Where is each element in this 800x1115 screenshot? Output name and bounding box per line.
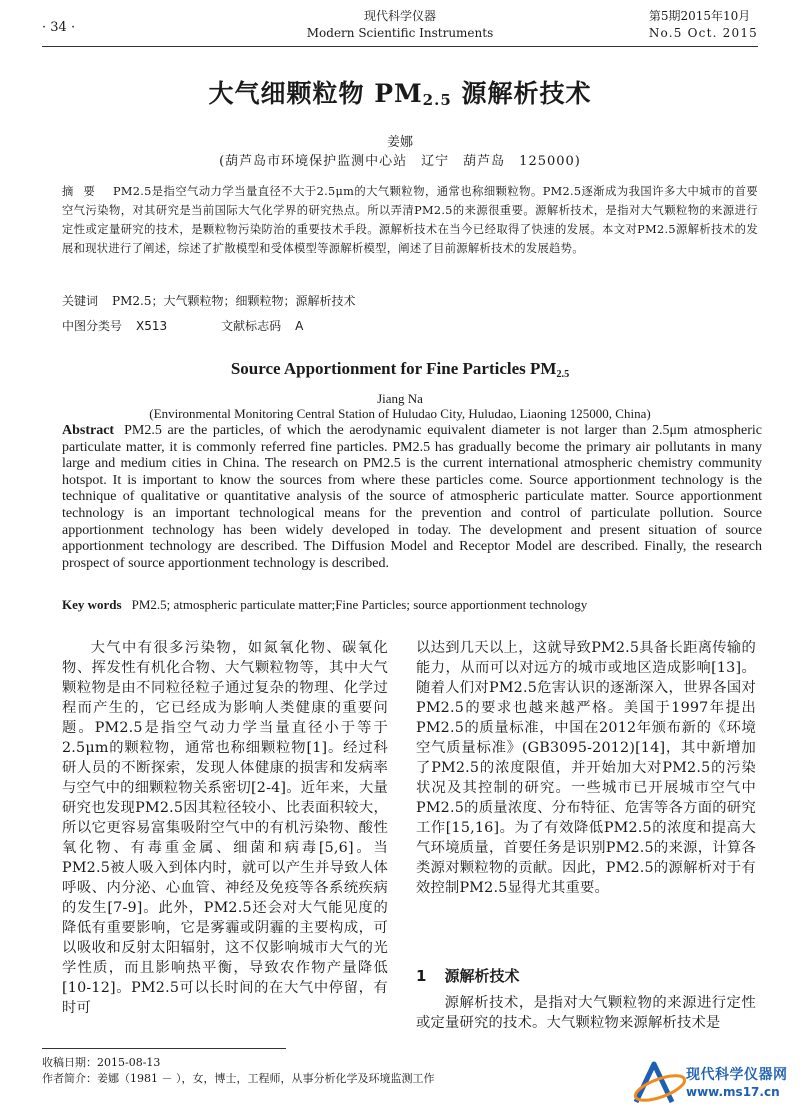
section-title: 源解析技术 xyxy=(444,967,520,985)
section-number: 1 xyxy=(416,967,427,985)
watermark-url: www.ms17.cn xyxy=(686,1085,780,1099)
abstract-en xyxy=(62,423,762,572)
title-en-main: Source Apportionment for Fine Particles PM xyxy=(230,359,557,378)
footnote-received: 收稿日期：2015-08-13 xyxy=(42,1056,161,1069)
body-right-column-2 xyxy=(416,993,756,1033)
abstract-en-text: PM2.5 are the particles, of which the aerodynamic equivalent diameter is not larger than 2.5μm atmospheric particulate matter, it is commonly referred fine particles. PM2.5 has gradually become the primary air pollutants in many large and medium cities in China. The research on PM2.5 is the current international atmospheric chemistry community hotspot. It is important to know the sources from where these particles come. Source apportionment technology is the technique of qualitative or quantitative analysis of the source of atmospheric particulate matter. Source apportionment technology is an important technological means for the prevention and control of particulate pollution. Source apportionment technology has been widely developed in today. The development and present situation of source apportionment technology are described. The Diffusion Model and Receptor Model are described. Finally, the research prospect of source apportionment technology is described. xyxy=(62,423,762,571)
keywords-cn-text: PM2.5；大气颗粒物；细颗粒物；源解析技术 xyxy=(112,294,356,308)
body-right-column xyxy=(416,638,756,898)
classification-value: X513 xyxy=(136,319,168,333)
doc-code-value: A xyxy=(295,319,304,333)
footnote-author-bio: 作者简介：姜娜（1981 － ），女，博士，工程师，从事分析化学及环境监测工作 xyxy=(42,1072,435,1085)
body-left-text: 大气中有很多污染物，如氮氧化物、碳氧化物、挥发性有机化合物、大气颗粒物等，其中大气颗粒物是由不同粒径粒子通过复杂的物理、化学过程而产生的，它已经成为影响人类健康的重要问题。PM2.5是指空气动力学当量直径小于等于2.5μm的颗粒物，通常也称细颗粒物[1]。经过科研人员的不断探索，发现人体健康的损害和发病率与空气中的细颗粒物关系密切[2-4]。近年来，大量研究也发现PM2.5因其粒径较小、比表面积较大，所以它更容易富集吸附空气中的有机污染物、酸性氧化物、有毒重金属、细菌和病毒[5,6]。当PM2.5被人吸入到体内时，就可以产生并导致人体呼吸、内分泌、心血管、神经及免疫等各系统疾病的发生[7-9]。此外，PM2.5还会对大气能见度的降低有重要影响，它是雾霾或阴霾的主要构成，可以吸收和反射太阳辐射，这不仅影响城市大气的光学性质，而且影响热平衡，导致农作物产量降低[10-12]。PM2.5可以长时间的在大气中停留，有时可 xyxy=(62,640,388,1016)
issue-cn: 第5期2015年10月 xyxy=(648,9,751,23)
classification-row xyxy=(62,317,317,334)
doc-code-label: 文献标志码 xyxy=(221,319,282,333)
issue-en: No.5 Oct. 2015 xyxy=(648,26,758,40)
header-divider xyxy=(42,46,758,47)
title-en-subscript: 2.5 xyxy=(556,369,570,380)
title-cn-main: 大气细颗粒物 PM xyxy=(208,79,423,108)
keywords-cn xyxy=(62,292,355,309)
title-cn-subscript: 2.5 xyxy=(422,91,452,109)
abstract-cn-label: 摘要 xyxy=(62,185,105,198)
issue-info xyxy=(649,8,758,42)
page-number: · 34 · xyxy=(42,20,76,35)
keywords-en-label: Key words xyxy=(62,597,122,612)
affiliation-cn: (葫芦岛市环境保护监测中心站 辽宁 葫芦岛 125000) xyxy=(219,154,581,169)
section-heading xyxy=(416,965,519,986)
title-cn xyxy=(0,74,800,110)
author-en: Jiang Na xyxy=(377,391,423,406)
journal-name-en: Modern Scientific Instruments xyxy=(306,26,494,40)
classification-label: 中图分类号 xyxy=(62,319,123,333)
affiliation-en: (Environmental Monitoring Central Station of Huludao City, Huludao, Liaoning 125000, China) xyxy=(149,406,651,421)
body-left-column xyxy=(62,638,388,1018)
keywords-en xyxy=(62,597,587,613)
footnote-divider xyxy=(42,1048,286,1049)
title-cn-tail: 源解析技术 xyxy=(451,79,592,108)
author-cn: 姜娜 xyxy=(386,135,413,150)
abstract-en-label: Abstract xyxy=(62,423,115,438)
keywords-en-text: PM2.5; atmospheric particulate matter;Fine Particles; source apportionment technology xyxy=(131,597,588,612)
body-right-text-2: 源解析技术，是指对大气颗粒物的来源进行定性或定量研究的技术。大气颗粒物来源解析技术是 xyxy=(416,995,756,1031)
title-en xyxy=(0,359,800,379)
journal-name-cn: 现代科学仪器 xyxy=(363,9,436,23)
abstract-cn xyxy=(62,182,758,258)
abstract-cn-text: PM2.5是指空气动力学当量直径不大于2.5μm的大气颗粒物，通常也称细颗粒物。PM2.5逐渐成为我国许多大中城市的首要空气污染物，对其研究是当前国际大气化学界的研究热点。所以弄清PM2.5的来源很重要。源解析技术，是指对大气颗粒物的来源进行定性或定量研究的技术，是颗粒物污染防治的重要技术手段。源解析技术在当今已经取得了快速的发展。本文对PM2.5源解析技术的发展和现状进行了阐述，综述了扩散模型和受体模型等源解析模型，阐述了目前源解析技术的发展趋势。 xyxy=(62,185,758,255)
watermark-name: 现代科学仪器网 xyxy=(686,1067,788,1083)
keywords-cn-label: 关键词 xyxy=(62,294,99,308)
body-right-text: 以达到几天以上，这就导致PM2.5具备长距离传输的能力，从而可以对远方的城市或地区造成影响[13]。随着人们对PM2.5危害认识的逐渐深入，世界各国对PM2.5的要求也越来越严格。美国于1997年提出PM2.5的质量标准，中国在2012年颁布新的《环境空气质量标准》(GB3095-2012)[14]，其中新增加了PM2.5的浓度限值，并开始加大对PM2.5的污染状况及其控制的研究。一些城市已开展城市空气中PM2.5的质量浓度、分布特征、危害等各方面的研究工作[15,16]。为了有效降低PM2.5的浓度和提高大气环境质量，首要任务是识别PM2.5的来源，计算各类源对颗粒物的贡献。因此，PM2.5的源解析对于有效控制PM2.5显得尤其重要。 xyxy=(416,640,756,896)
